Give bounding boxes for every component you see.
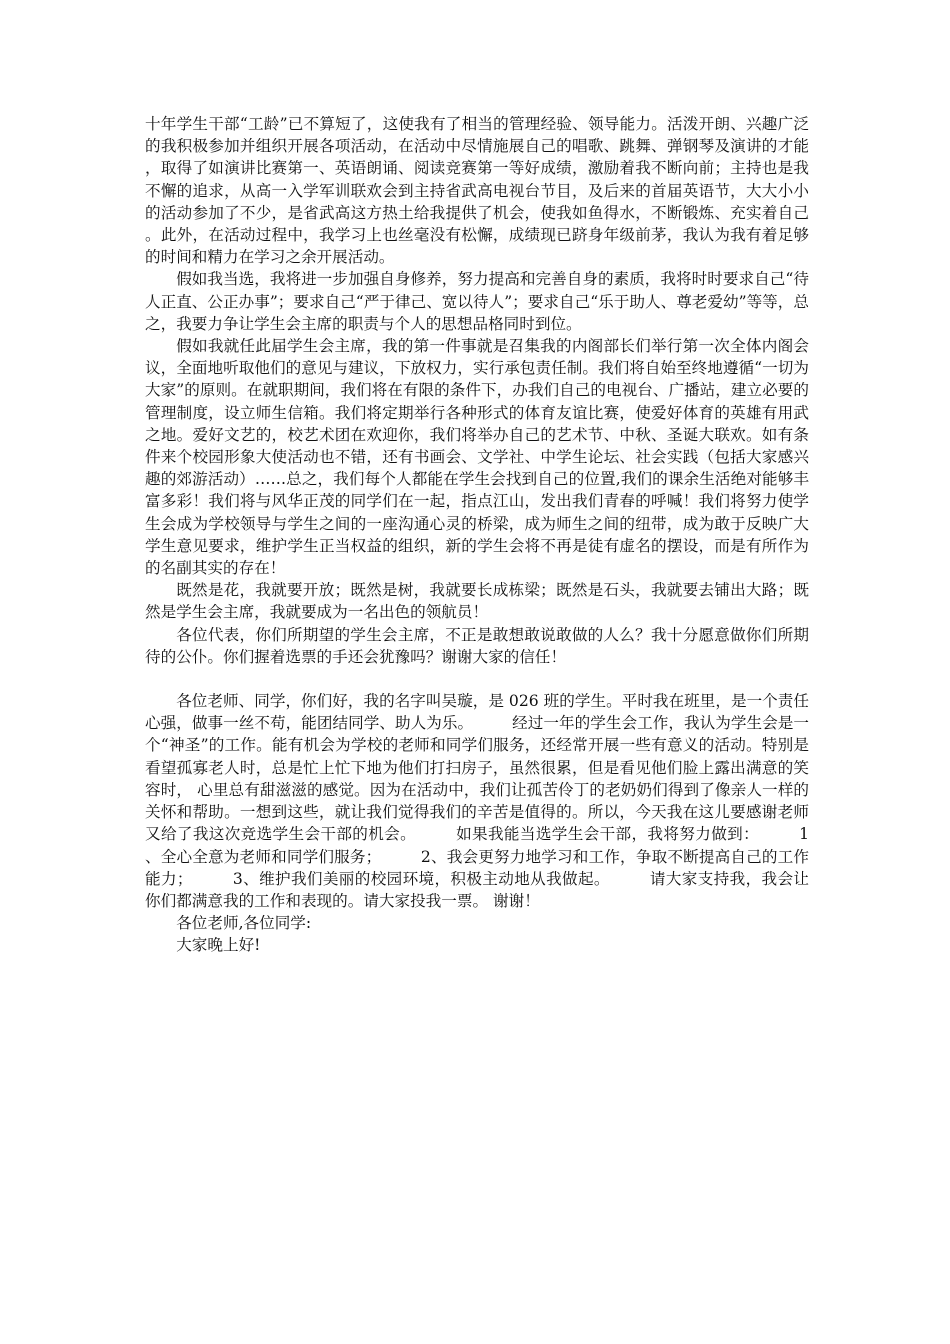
evening-greeting-line: 大家晚上好! (176, 936, 261, 955)
paragraph-second-speech: 各位老师、同学，你们好，我的名字叫吴璇，是 026 班的学生。平时我在班里，是一个责任心强，做事一丝不苟，能团结同学、助人为乐。 经过一年的学生会工作，我认为学生会是一个“神圣”的工作。能有机会为学校的老师和同学们服务，还经常开展一些有意义的活动。特别是看望孤寡老人时，总是忙上忙下地为他们打扫房子，虽然很累，但是看见他们脸上露出满意的笑容时， 心里总有甜滋滋的感觉。因为在活动中，我们让孤苦伶丁的老奶奶们得到了像亲人一样的关怀和帮助。一想到这些，就让我们觉得我们的辛苦是值得的。所以，今天我在这儿要感谢老师又给了我这次竞选学生会干部的机会。 如果我能当选学生会干部，我将努力做到： 1、全心全意为老师和同学们服务； 2、我会更努力地学习和工作，争取不断提高自己的工作能力； 3、维护我们美丽的校园环境，积极主动地从我做起。 请大家支持我，我会让你们都满意我的工作和表现的。请大家投我一票。 谢谢！ (145, 692, 809, 910)
paragraph-experience: 十年学生干部“工龄”已不算短了，这使我有了相当的管理经验、领导能力。活泼开朗、兴趣广泛的我积极参加并组织开展各项活动，在活动中尽情施展自己的唱歌、跳舞、弹钢琴及演讲的才能，取得了如演讲比赛第一、英语朗诵、阅读竞赛第一等好成绩，激励着我不断向前；主持也是我不懈的追求，从高一入学军训联欢会到主持省武高电视台节目，及后来的首届英语节，大大小小的活动参加了不少，是省武高这方热土给我提供了机会，使我如鱼得水，不断锻炼、充实着自己。此外，在活动过程中，我学习上也丝毫没有松懈，成绩现已跻身年级前茅，我认为我有着足够的时间和精力在学习之余开展活动。 (145, 115, 809, 267)
greeting-line: 各位老师,各位同学: (176, 914, 312, 933)
paragraph-self-cultivation: 假如我当选，我将进一步加强自身修养，努力提高和完善自身的素质，我将时时要求自己“待人正直、公正办事”；要求自己“严于律己、宽以待人”；要求自己“乐于助人、尊老爱幼”等等，总之，我要力争让学生会主席的职责与个人的思想品格同时到位。 (145, 270, 809, 333)
paragraph-plans: 假如我就任此届学生会主席，我的第一件事就是召集我的内阁部长们举行第一次全体内阁会议，全面地听取他们的意见与建议，下放权力，实行承包责任制。我们将自始至终地遵循“一切为大家”的原则。在就职期间，我们将在有限的条件下，办我们自己的电视台、广播站，建立必要的管理制度，设立师生信箱。我们将定期举行各种形式的体育友谊比赛，使爱好体育的英雄有用武之地。爱好文艺的，校艺术团在欢迎你，我们将举办自己的艺术节、中秋、圣诞大联欢。如有条件来个校园形象大使活动也不错，还有书画会、文学社、中学生论坛、社会实践（包括大家感兴趣的郊游活动）……总之，我们每个人都能在学生会找到自己的位置,我们的课余生活绝对能够丰富多彩！我们将与风华正茂的同学们在一起，指点江山，发出我们青春的呼喊！我们将努力使学生会成为学校领导与学生之间的一座沟通心灵的桥梁，成为师生之间的纽带，成为敢于反映广大学生意见要求，维护学生正当权益的组织，新的学生会将不再是徒有虚名的摆设，而是有所作为的名副其实的存在！ (145, 337, 809, 578)
document-page (145, 113, 809, 957)
paragraph-gap (145, 668, 809, 690)
paragraph-metaphor: 既然是花，我就要开放；既然是树，我就要长成栋梁；既然是石头，我就要去铺出大路；既然是学生会主席，我就要成为一名出色的领航员！ (145, 581, 809, 622)
paragraph-closing: 各位代表，你们所期望的学生会主席，不正是敢想敢说敢做的人么？我十分愿意做你们所期待的公仆。你们握着选票的手还会犹豫吗？谢谢大家的信任！ (145, 625, 809, 666)
